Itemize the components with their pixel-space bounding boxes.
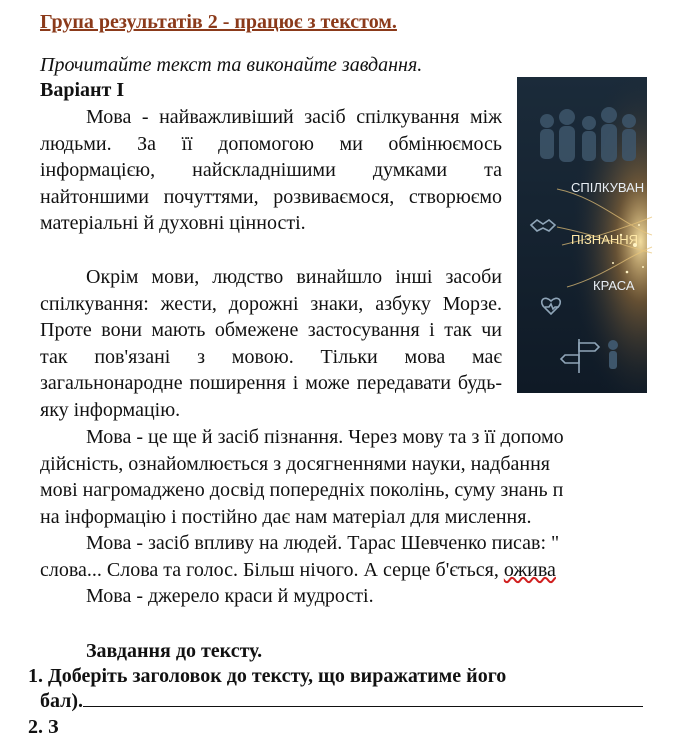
task-2: 2. З	[28, 716, 59, 738]
paragraph-4	[40, 530, 680, 583]
paragraph-3-line: Мова - це ще й засіб пізнання. Через мову та з її допомо	[86, 426, 564, 448]
image-word-1: СПІЛКУВАН	[571, 180, 645, 195]
image-word-2: ПІЗНАННЯ	[571, 232, 639, 247]
answer-line[interactable]	[83, 690, 643, 707]
section-heading: Група результатів 2 - працює з текстом.	[40, 11, 397, 33]
paragraph-3-line: на інформацію і постійно дає нам матеріал для мислення.	[40, 505, 532, 528]
task-1: 1. Доберіть заголовок до тексту, що виражатиме його	[28, 665, 507, 687]
task-1-points: бал).	[40, 690, 84, 712]
walking-figure-silhouette	[608, 340, 618, 369]
paragraph-3	[40, 424, 680, 530]
task-1-answer	[40, 690, 643, 713]
paragraph-5	[40, 583, 680, 610]
paragraph-4-text: слова... Слова та голос. Більш нічого. А серце б'ється,	[40, 558, 504, 581]
paragraph-2: Окрім мови, людство винайшло інші засоби спілкування: жести, дорожні знаки, азбуку Морзе. Проте вони мають обмежене застосування і так чи так пов'язані з мовою. Тільки мова має загальнонародне поширення і може передавати будь-яку інформацію.	[40, 266, 502, 421]
paragraph-4-line	[40, 557, 680, 584]
paragraph-3-line: дійсність, ознайомлюється з досягненнями науки, надбання	[40, 452, 551, 475]
spellcheck-underlined-word: ожива	[503, 558, 556, 581]
tasks-title: Завдання до тексту.	[86, 640, 263, 662]
paragraph-5-line: Мова - джерело краси й мудрості.	[86, 585, 374, 607]
variant-title: Варіант І	[40, 79, 125, 101]
instruction-text: Прочитайте текст та виконайте завдання.	[40, 54, 423, 76]
image-word-3: КРАСА	[593, 278, 635, 293]
paragraph-3-line: мові нагромаджено досвід попередніх поколінь, суму знань п	[40, 479, 564, 502]
illustration-image	[517, 77, 647, 393]
paragraph-1: Мова - найважливіший засіб спілкування між людьми. За її допомогою ми обмінюємось інформацією, найскладнішими думками та найтоншими почуттями, розвиваємося, створюємо матеріальні й духовні цінності.	[40, 106, 502, 235]
paragraph-4-line: Мова - засіб впливу на людей. Тарас Шевченко писав: "	[86, 532, 560, 554]
